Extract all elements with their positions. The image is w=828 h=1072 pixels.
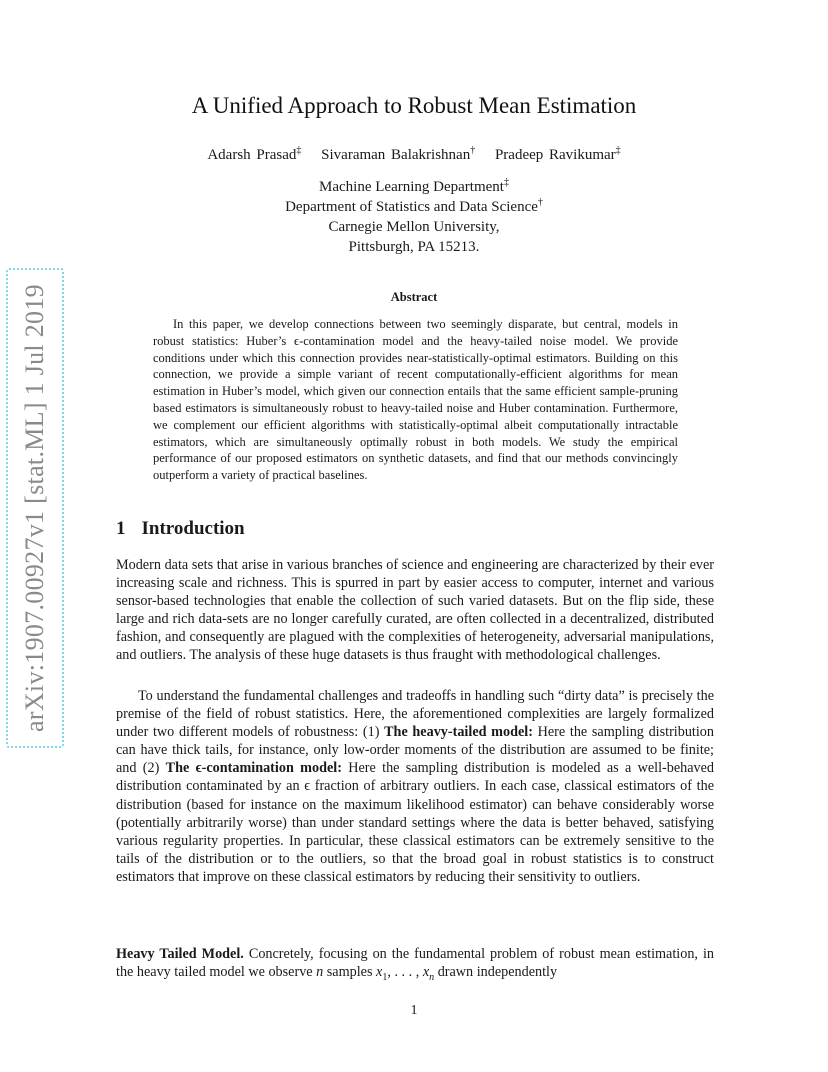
affiliation-line: Department of Statistics and Data Science† [285, 197, 543, 215]
author-affil-mark: ‡ [296, 145, 302, 156]
intro-paragraph-3: Heavy Tailed Model. Concretely, focusing on the fundamental problem of robust mean estimation, in the heavy tailed model we observe n samples $x_1$, . . . , $x_n$ drawn independently [116, 946, 715, 983]
author-affil-mark: † [470, 145, 476, 156]
author-name: Pradeep Ravikumar [494, 147, 616, 163]
arxiv-identifier-text: arXiv:1907.00927v1 [stat.ML] 1 Jul 2019 [20, 284, 49, 732]
abstract-text: In this paper, we develop connections between two seemingly disparate, but central, models in robust statistics: Huber’s ϵ-contamination model and the heavy-tailed noise model. We provide conditions under which this connection provides near-statistically-optimal estimators. Building on this connection, we provide a simple variant of recent computationally-efficient algorithms for mean estimation in Huber’s model, which given our connection entails that the same efficient sample-pruning based estimators is simultaneously robust to heavy-tailed noise and Huber contamination. Furthermore, we complement our efficient algorithms with statistically-optimal albeit computationally intractable estimators, which are simultaneously optimally robust in both models. We study the empirical performance of our proposed estimators on synthetic datasets, and find that our methods convincingly outperform a variety of practical baselines. [153, 317, 678, 483]
section-number: 1 [116, 518, 126, 539]
paragraph-run-in-heading: Heavy Tailed Model. [116, 946, 244, 962]
author-name: Adarsh Prasad [207, 147, 297, 163]
author-name: Sivaraman Balakrishnan [321, 147, 471, 163]
bold-term: The heavy-tailed model: [384, 724, 533, 741]
intro-paragraph-2: To understand the fundamental challenges and tradeoffs in handling such “dirty data” is precisely the premise of the field of robust statistics. Here, the aforementioned complexities are largely formalized under two different models of robustness: (1) The heavy-tailed model: Here the sampling distribution can have thick tails, for instance, only low-order moments of the distribution are assumed to be finite; and (2) The ϵ-contamination model: Here the sampling distribution is modeled as a well-behaved distribution contaminated by an ϵ fraction of arbitrary outliers. In each case, classical estimators of the distribution (based for instance on the maximum likelihood estimator) can behave considerably worse (potentially arbitrarily worse) than under standard settings where the data is better behaved, satisfying various regularity properties. In particular, these classical estimators can be extremely sensitive to the tails of the distribution or to the outliers, so that the broad goal in robust statistics is to construct estimators that improve on these classical estimators by reducing their sensitivity to outliers. [116, 688, 714, 885]
intro-paragraph-1: Modern data sets that arise in various branches of science and engineering are characterized by their ever increasing scale and richness. This is spurred in part by easier access to computer, internet and various sensor-based technologies that enable the collection of such varied datasets. But on the flip side, these large and rich data-sets are no longer carefully curated, are often collected in a decentralized, distributed fashion, and consequently are plagued with the complexities of heterogeneity, adversarial manipulations, and outliers. The analysis of these huge datasets is thus fraught with methodological challenges. [116, 557, 714, 664]
author-affil-mark: ‡ [615, 145, 621, 156]
author-list [90, 147, 738, 164]
arxiv-identifier-stamp[interactable] [6, 268, 64, 748]
affiliation-line: Carnegie Mellon University, [328, 219, 500, 235]
bold-term: The ϵ-contamination model: [165, 760, 342, 777]
affiliation-line: Pittsburgh, PA 15213. [348, 239, 480, 255]
section-title: Introduction [141, 518, 245, 539]
abstract-heading: Abstract [390, 290, 438, 304]
affiliation-block [150, 177, 678, 257]
paper-title: A Unified Approach to Robust Mean Estimation [191, 93, 637, 118]
section-heading [116, 518, 245, 540]
page-number: 1 [410, 1003, 418, 1018]
affiliation-line: Machine Learning Department‡ [319, 177, 509, 195]
